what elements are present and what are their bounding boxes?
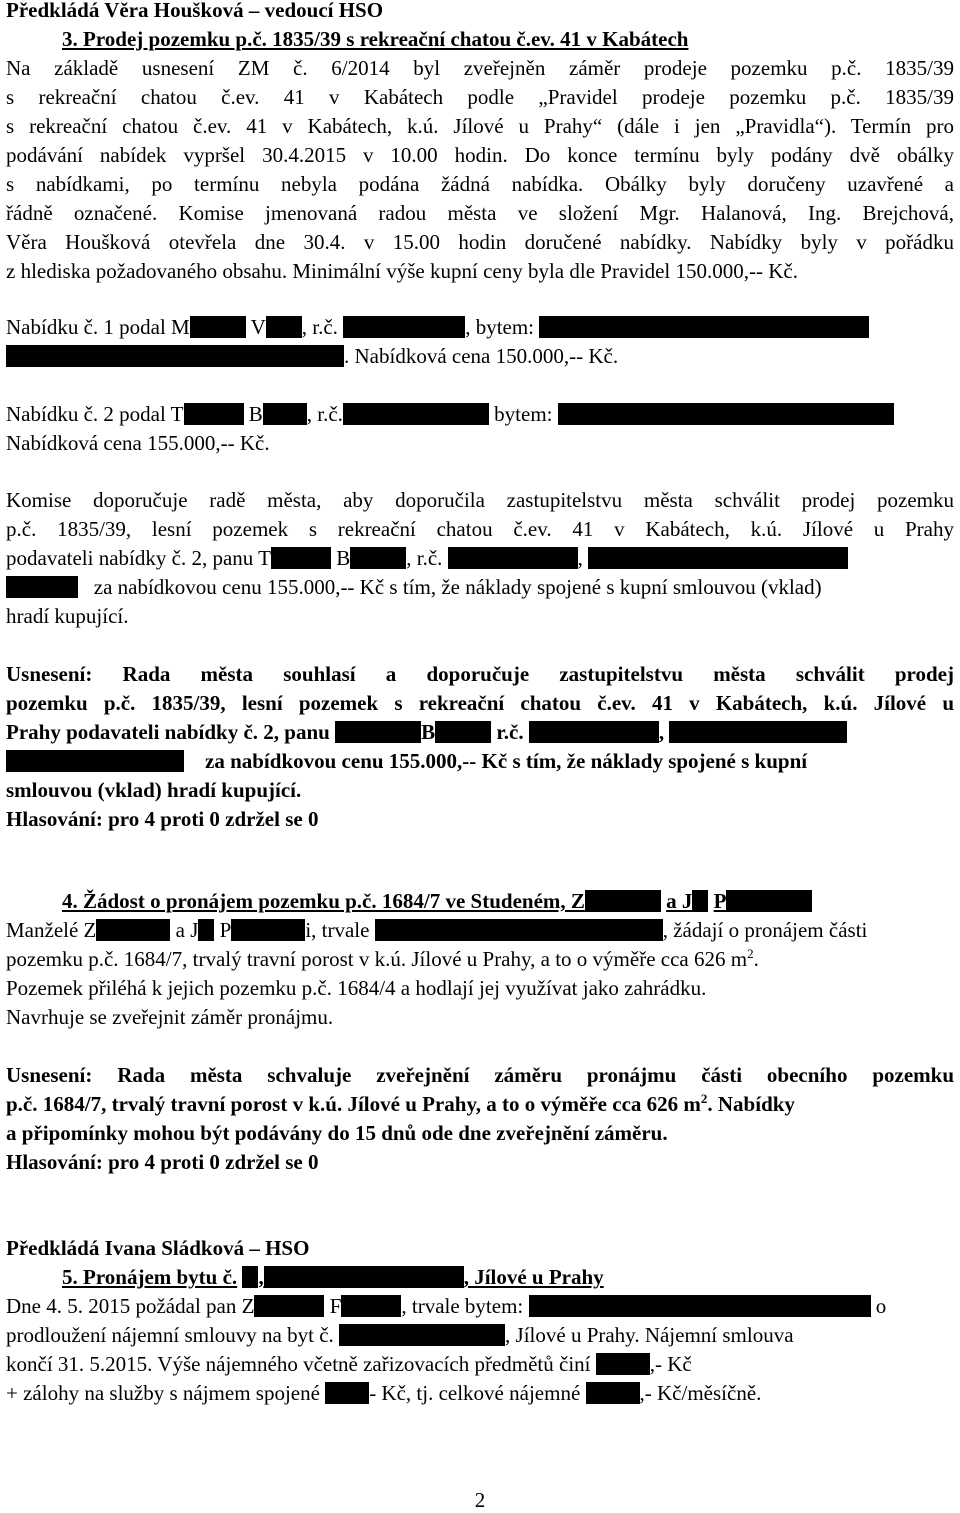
commission-price-text: za nabídkovou cenu 155.000,-- Kč s tím, že náklady spojené s kupní smlouvou (vklad) (93, 575, 822, 599)
resolution-3-price: za nabídkovou cenu 155.000,-- Kč s tím, že náklady spojené s kupní (205, 749, 808, 773)
item-5-paragraph-line (6, 1379, 954, 1408)
resolution-3-line: pozemku p.č. 1835/39, lesní pozemek s rekreační chatou č.ev. 41 v Kabátech, k.ú. Jílové u (6, 691, 954, 715)
item-3-heading-text: 3. Prodej pozemku p.č. 1835/39 s rekreační chatou č.ev. 41 v Kabátech (62, 27, 689, 51)
commission-id-label: , r.č. (406, 546, 443, 570)
redaction-block (341, 1295, 401, 1317)
item-5-heading (6, 1263, 954, 1292)
item-5-paragraph-line (6, 1350, 954, 1379)
offer-1-price-line (6, 342, 954, 371)
commission-comma: , (577, 546, 583, 570)
item-4-heading (6, 887, 954, 916)
page-number: 2 (474, 1488, 486, 1512)
item-4-heading-surname: P (713, 889, 727, 913)
item-4-request-text: , žádají o pronájem části (662, 918, 868, 942)
item-4-couple-residence: i, trvale (305, 918, 370, 942)
item-5-heading-town: , Jílové u Prahy (463, 1265, 604, 1289)
redaction-block (692, 890, 708, 912)
redaction-block (586, 1382, 640, 1404)
item-5-advances-text: + zálohy na služby s nájmem spojené (6, 1381, 320, 1405)
offer-1-surname-initial: V (250, 315, 266, 339)
redaction-block (6, 750, 184, 772)
redaction-block (669, 721, 847, 743)
item-3-paragraph-line: Na základě usnesení ZM č. 6/2014 byl zveřejněn záměr prodeje pozemku p.č. 1835/39 (6, 56, 954, 80)
redaction-block (585, 890, 661, 912)
resolution-3-line: Usnesení: Rada města souhlasí a doporučuje zastupitelstvu města schválit prodej (6, 662, 954, 686)
resolution-4-line: a připomínky mohou být podávány do 15 dnů ode dne zveřejnění záměru. (6, 1121, 668, 1145)
resolution-4-offers: . Nabídky (707, 1092, 795, 1116)
commission-bidder-initial: B (336, 546, 351, 570)
commission-line (6, 544, 954, 573)
redaction-block (343, 403, 489, 425)
item-3-paragraph-line: řádně označené. Komise jmenovaná radou města ve složení Mgr. Halanová, Ing. Brejchová, (6, 201, 954, 225)
redaction-block (96, 919, 170, 941)
offer-1-line (6, 313, 954, 342)
redaction-block (264, 1266, 464, 1288)
offer-2-id-label: , r.č. (306, 402, 343, 426)
commission-line: p.č. 1835/39, lesní pozemek s rekreační chatou č.ev. 41 v Kabátech, k.ú. Jílové u Prahy (6, 517, 954, 541)
item-5-heading-text: 5. Pronájem bytu č. (62, 1265, 238, 1289)
item-4-area-period: . (753, 947, 759, 971)
offer-1-price: . Nabídková cena 150.000,-- Kč. (344, 344, 619, 368)
redaction-block (375, 919, 663, 941)
commission-line: hradí kupující. (6, 604, 129, 628)
item-4-paragraph-line: Pozemek přiléhá k jejich pozemku p.č. 1684/4 a hodlají jej využívat jako zahrádku. (6, 976, 707, 1000)
item-5-rent-currency: ,- Kč (649, 1352, 692, 1376)
resolution-4-area-text: p.č. 1684/7, trvalý travní porost v k.ú. Jílové u Prahy, a to o výměře cca 626 m (6, 1092, 701, 1116)
item-5-about: o (875, 1294, 887, 1318)
redaction-block (184, 403, 244, 425)
redaction-block (435, 721, 491, 743)
offer-2-prefix: Nabídku č. 2 podal T (6, 402, 184, 426)
resolution-4-line (6, 1090, 954, 1119)
item-4-paragraph-line (6, 945, 954, 974)
vote-3: Hlasování: pro 4 proti 0 zdržel se 0 (6, 807, 319, 831)
presenter-heading: Předkládá Ivana Sládková – HSO (6, 1236, 310, 1260)
item-5-surname-initial: F (329, 1294, 342, 1318)
offer-2-price-line: Nabídková cena 155.000,-- Kč. (6, 431, 270, 455)
offer-2-address-label: bytem: (494, 402, 553, 426)
offer-1-address-label: , bytem: (465, 315, 535, 339)
item-5-request-prefix: Dne 4. 5. 2015 požádal pan Z (6, 1294, 255, 1318)
resolution-3-initial: B (421, 720, 436, 744)
resolution-3-id-label: r.č. (496, 720, 524, 744)
redaction-block (231, 919, 305, 941)
offer-1-prefix: Nabídku č. 1 podal M (6, 315, 190, 339)
resolution-3-line: smlouvou (vklad) hradí kupující. (6, 778, 302, 802)
redaction-block (350, 547, 406, 569)
redaction-block (339, 1324, 505, 1346)
resolution-4-line: Usnesení: Rada města schvaluje zveřejnění záměru pronájmu části obecního pozemku (6, 1063, 954, 1087)
item-3-paragraph-line: podávání nabídek vypršel 30.4.2015 v 10.00 hodin. Do konce termínu byly podány dvě obálky (6, 143, 954, 167)
redaction-block (343, 316, 465, 338)
offer-2-line (6, 400, 954, 429)
commission-line (6, 573, 954, 602)
item-3-paragraph-line: s nabídkami, po termínu nebyla podána žádná nabídka. Obálky byly doručeny uzavřené a (6, 172, 954, 196)
redaction-block (190, 316, 246, 338)
item-3-paragraph-line: s rekreační chatou č.ev. 41 v Kabátech podle „Pravidel prodeje pozemku p.č. 1835/39 (6, 85, 954, 109)
offer-1-id-label: , r.č. (301, 315, 338, 339)
item-4-couple-surname: P (219, 918, 232, 942)
commission-bidder-prefix: podavateli nabídky č. 2, panu T (6, 546, 271, 570)
redaction-block (726, 890, 812, 912)
item-4-couple-prefix: Manželé Z (6, 918, 97, 942)
resolution-3-prefix: Prahy podavateli nabídky č. 2, panu (6, 720, 330, 744)
redaction-block (198, 919, 214, 941)
redaction-block (263, 403, 307, 425)
item-4-heading-and: a J (666, 889, 693, 913)
redaction-block (588, 547, 848, 569)
item-5-residence: , trvale bytem: (401, 1294, 524, 1318)
item-5-total-text: - Kč, tj. celkové nájemné (369, 1381, 581, 1405)
redaction-block (596, 1353, 650, 1375)
offer-2-surname-initial: B (248, 402, 263, 426)
redaction-block (529, 721, 659, 743)
resolution-3-line (6, 747, 954, 776)
item-4-area-text: pozemku p.č. 1684/7, trvalý travní porost v k.ú. Jílové u Prahy, a to o výměře cca 626 m (6, 947, 748, 971)
redaction-block (325, 1382, 369, 1404)
item-5-paragraph-line (6, 1292, 954, 1321)
redaction-block (558, 403, 894, 425)
redaction-block (448, 547, 578, 569)
redaction-block (335, 721, 421, 743)
redaction-block (529, 1295, 871, 1317)
item-4-area-exponent: 2 (747, 946, 754, 961)
resolution-4-area-exponent: 2 (700, 1091, 708, 1106)
redaction-block (271, 547, 331, 569)
redaction-block (6, 345, 344, 367)
resolution-3-comma: , (658, 720, 665, 744)
commission-line: Komise doporučuje radě města, aby doporučila zastupitelstvu města schválit prodej pozemku (6, 488, 954, 512)
item-5-lease-text: , Jílové u Prahy. Nájemní smlouva (505, 1323, 794, 1347)
item-3-paragraph-line: s rekreační chatou č.ev. 41 v Kabátech, k.ú. Jílové u Prahy“ (dále i jen „Pravidla“). Termín pro (6, 114, 954, 138)
item-5-total-currency: ,- Kč/měsíčně. (639, 1381, 762, 1405)
redaction-block (242, 1266, 258, 1288)
item-3-heading (6, 25, 954, 54)
item-5-rent-text: končí 31. 5.2015. Výše nájemného včetně zařizovacích předmětů činí (6, 1352, 591, 1376)
vote-4: Hlasování: pro 4 proti 0 zdržel se 0 (6, 1150, 319, 1174)
item-4-couple-and: a J (175, 918, 199, 942)
redaction-block (539, 316, 869, 338)
resolution-3-line (6, 718, 954, 747)
item-5-paragraph-line (6, 1321, 954, 1350)
item-4-paragraph-line (6, 916, 954, 945)
item-5-extension-text: prodloužení nájemní smlouvy na byt č. (6, 1323, 334, 1347)
redaction-block (266, 316, 302, 338)
item-4-paragraph-line: Navrhuje se zveřejnit záměr pronájmu. (6, 1005, 334, 1029)
redaction-block (254, 1295, 324, 1317)
item-3-paragraph-line: z hlediska požadovaného obsahu. Minimální výše kupní ceny byla dle Pravidel 150.000,-- Kč. (6, 259, 798, 283)
presenter-heading: Předkládá Věra Houšková – vedoucí HSO (6, 0, 384, 22)
item-3-paragraph-line: Věra Houšková otevřela dne 30.4. v 15.00 hodin doručené nabídky. Nabídky byly v pořádku (6, 230, 954, 254)
item-4-heading-text: 4. Žádost o pronájem pozemku p.č. 1684/7 ve Studeném, Z (62, 889, 585, 913)
redaction-block (6, 576, 78, 598)
item-5-heading-comma: , (258, 1265, 264, 1289)
